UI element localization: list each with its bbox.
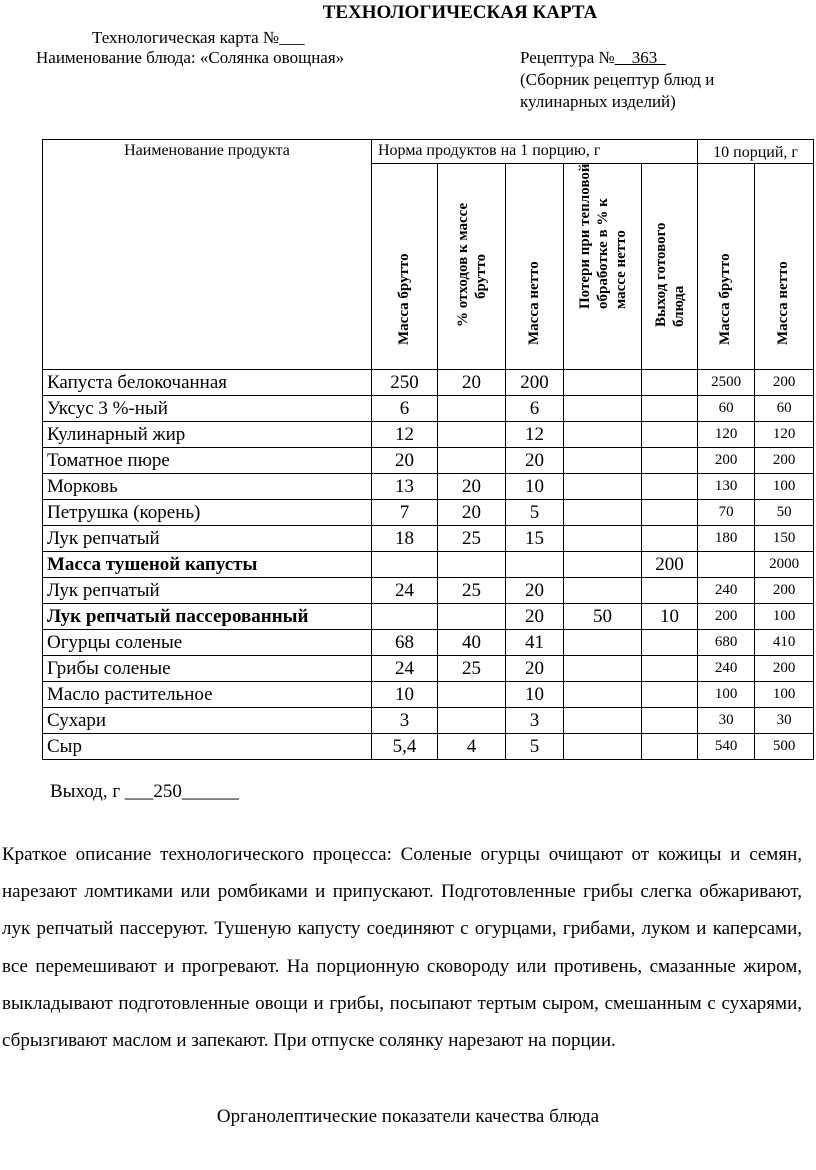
recipe-source-line-2: кулинарных изделий)	[520, 92, 676, 111]
cell-waste	[438, 682, 506, 708]
dish-name-line: Наименование блюда: «Солянка овощная»	[36, 48, 345, 67]
cell-gross: 10	[372, 682, 438, 708]
cell-g10: 70	[698, 500, 755, 526]
cell-loss	[564, 708, 642, 734]
cell-n10: 100	[755, 474, 814, 500]
cell-gross: 7	[372, 500, 438, 526]
table-row	[43, 396, 814, 422]
cell-name: Сыр	[43, 734, 372, 760]
cell-out: 200	[642, 552, 698, 578]
cell-name: Масло растительное	[43, 682, 372, 708]
cell-net: 10	[506, 474, 564, 500]
cell-waste	[438, 448, 506, 474]
cell-loss	[564, 578, 642, 604]
table-row	[43, 630, 814, 656]
cell-waste: 25	[438, 578, 506, 604]
cell-name: Морковь	[43, 474, 372, 500]
cell-n10: 50	[755, 500, 814, 526]
cell-n10: 30	[755, 708, 814, 734]
cell-out: 10	[642, 604, 698, 630]
cell-n10: 410	[755, 630, 814, 656]
table-row	[43, 604, 814, 630]
cell-name: Лук репчатый пассерованный	[43, 604, 372, 630]
recipe-source-line-1: (Сборник рецептур блюд и	[520, 70, 715, 89]
cell-net: 15	[506, 526, 564, 552]
cell-n10: 200	[755, 370, 814, 396]
cell-gross: 24	[372, 656, 438, 682]
cell-loss	[564, 682, 642, 708]
header-dish-yield: Выход готового блюда	[642, 164, 698, 370]
cell-g10: 680	[698, 630, 755, 656]
cell-name: Лук репчатый	[43, 578, 372, 604]
cell-waste	[438, 552, 506, 578]
table-row	[43, 578, 814, 604]
cell-g10: 120	[698, 422, 755, 448]
cell-out	[642, 708, 698, 734]
cell-waste	[438, 422, 506, 448]
cell-name: Огурцы соленые	[43, 630, 372, 656]
cell-gross: 68	[372, 630, 438, 656]
cell-name: Сухари	[43, 708, 372, 734]
cell-n10: 500	[755, 734, 814, 760]
cell-gross	[372, 604, 438, 630]
cell-out	[642, 396, 698, 422]
recipe-prefix: Рецептура №	[520, 48, 615, 67]
cell-n10: 100	[755, 682, 814, 708]
cell-gross: 3	[372, 708, 438, 734]
cell-loss	[564, 500, 642, 526]
cell-loss	[564, 656, 642, 682]
cell-g10: 540	[698, 734, 755, 760]
cell-waste: 20	[438, 370, 506, 396]
cell-waste	[438, 604, 506, 630]
cell-g10: 240	[698, 656, 755, 682]
table-row	[43, 708, 814, 734]
cell-waste	[438, 708, 506, 734]
cell-name: Капуста белокочанная	[43, 370, 372, 396]
header-ten-net-mass: Масса нетто	[755, 164, 814, 370]
table-row	[43, 500, 814, 526]
cell-gross: 12	[372, 422, 438, 448]
cell-n10: 100	[755, 604, 814, 630]
cell-g10: 200	[698, 448, 755, 474]
cell-loss	[564, 448, 642, 474]
cell-loss: 50	[564, 604, 642, 630]
cell-n10: 60	[755, 396, 814, 422]
cell-n10: 200	[755, 448, 814, 474]
cell-g10: 60	[698, 396, 755, 422]
cell-out	[642, 682, 698, 708]
cell-waste: 40	[438, 630, 506, 656]
cell-name: Лук репчатый	[43, 526, 372, 552]
cell-out	[642, 526, 698, 552]
cell-gross	[372, 552, 438, 578]
cell-net: 20	[506, 604, 564, 630]
cell-loss	[564, 422, 642, 448]
cell-gross: 20	[372, 448, 438, 474]
cell-out	[642, 578, 698, 604]
cell-waste: 20	[438, 474, 506, 500]
header-waste-percent: % отходов к массе брутто	[438, 164, 506, 370]
cell-out	[642, 656, 698, 682]
cell-gross: 6	[372, 396, 438, 422]
cell-out	[642, 734, 698, 760]
cell-net: 20	[506, 578, 564, 604]
cell-g10: 200	[698, 604, 755, 630]
cell-net: 10	[506, 682, 564, 708]
header-gross-mass: Масса брутто	[372, 164, 438, 370]
cell-out	[642, 474, 698, 500]
cell-net: 200	[506, 370, 564, 396]
cell-net	[506, 552, 564, 578]
cell-name: Кулинарный жир	[43, 422, 372, 448]
cell-net: 3	[506, 708, 564, 734]
cell-name: Грибы соленые	[43, 656, 372, 682]
table-row	[43, 526, 814, 552]
table-row	[43, 474, 814, 500]
cell-name: Петрушка (корень)	[43, 500, 372, 526]
table-row	[43, 552, 814, 578]
cell-gross: 5,4	[372, 734, 438, 760]
cell-n10: 120	[755, 422, 814, 448]
cell-loss	[564, 526, 642, 552]
cell-g10: 2500	[698, 370, 755, 396]
cell-name: Томатное пюре	[43, 448, 372, 474]
cell-out	[642, 422, 698, 448]
table-row	[43, 734, 814, 760]
cell-waste: 25	[438, 656, 506, 682]
header-product-name: Наименование продукта	[43, 140, 372, 370]
cell-net: 12	[506, 422, 564, 448]
cell-loss	[564, 396, 642, 422]
process-description: Краткое описание технологического процесса: Соленые огурцы очищают от кожицы и семян, нарезают ломтиками или ромбиками и припускают. Подготовленные грибы слегка обжаривают, лук репчатый пассеруют. Тушеную капусту соединяют с огурцами, грибами, луком и каперсами, все перемешивают и прогревают. На порционную сковороду или противень, смазанные жиром, выкладывают подготовленные овощи и грибы, посыпают тертым сыром, смешанным с сухарями, сбрызгивают маслом и запекают. При отпуске солянку нарезают на порции.	[2, 844, 802, 1052]
cell-g10: 180	[698, 526, 755, 552]
cell-loss	[564, 552, 642, 578]
table-row	[43, 682, 814, 708]
table-row	[43, 370, 814, 396]
cell-net: 5	[506, 734, 564, 760]
cell-net: 20	[506, 656, 564, 682]
cell-loss	[564, 734, 642, 760]
table-row	[43, 422, 814, 448]
cell-name: Уксус 3 %-ный	[43, 396, 372, 422]
cell-net: 5	[506, 500, 564, 526]
cell-name: Масса тушеной капусты	[43, 552, 372, 578]
cell-gross: 13	[372, 474, 438, 500]
cell-g10: 240	[698, 578, 755, 604]
cell-out	[642, 500, 698, 526]
cell-loss	[564, 474, 642, 500]
document-title: ТЕХНОЛОГИЧЕСКАЯ КАРТА	[322, 2, 598, 23]
cell-n10: 200	[755, 578, 814, 604]
cell-loss	[564, 370, 642, 396]
cell-gross: 24	[372, 578, 438, 604]
cell-g10: 30	[698, 708, 755, 734]
cell-out	[642, 630, 698, 656]
cell-n10: 200	[755, 656, 814, 682]
header-ten-gross-mass: Масса брутто	[698, 164, 755, 370]
table-row	[43, 656, 814, 682]
header-norm-per-portion: Норма продуктов на 1 порцию, г	[372, 140, 698, 164]
cell-waste	[438, 396, 506, 422]
cell-net: 6	[506, 396, 564, 422]
organoleptic-heading: Органолептические показатели качества блюда	[216, 1106, 600, 1127]
ingredients-table	[42, 139, 814, 760]
card-number-line: Технологическая карта №___	[92, 28, 305, 47]
cell-gross: 250	[372, 370, 438, 396]
header-ten-portions: 10 порций, г	[698, 140, 814, 164]
recipe-number-line	[520, 48, 666, 68]
cell-g10	[698, 552, 755, 578]
header-net-mass: Масса нетто	[506, 164, 564, 370]
cell-loss	[564, 630, 642, 656]
cell-gross: 18	[372, 526, 438, 552]
cell-n10: 150	[755, 526, 814, 552]
cell-net: 20	[506, 448, 564, 474]
yield-line: Выход, г ___250______	[50, 781, 239, 802]
cell-g10: 130	[698, 474, 755, 500]
header-heat-loss: Потери при тепловой обработке в % к массе нетто	[564, 164, 642, 370]
cell-waste: 25	[438, 526, 506, 552]
cell-waste: 20	[438, 500, 506, 526]
recipe-number: __363_	[614, 48, 666, 67]
cell-out	[642, 448, 698, 474]
cell-out	[642, 370, 698, 396]
cell-g10: 100	[698, 682, 755, 708]
table-row	[43, 448, 814, 474]
cell-n10: 2000	[755, 552, 814, 578]
cell-net: 41	[506, 630, 564, 656]
cell-waste: 4	[438, 734, 506, 760]
